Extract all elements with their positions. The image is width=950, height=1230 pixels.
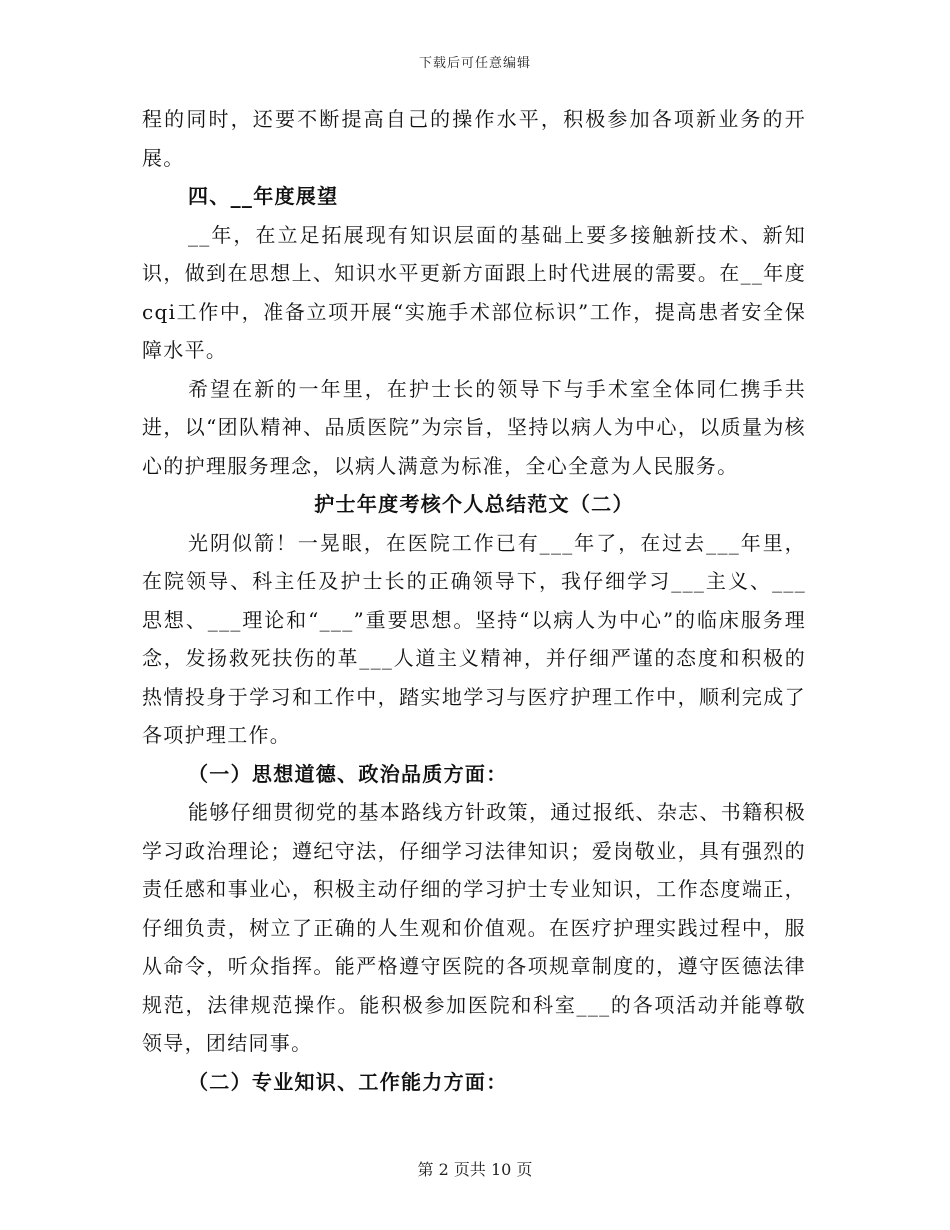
document-body (142, 100, 806, 1101)
paragraph-ideology: 能够仔细贯彻党的基本路线方针政策，通过报纸、杂志、书籍积极学习政治理论；遵纪守法，仔细学习法律知识；爱岗敬业，具有强烈的责任感和事业心，积极主动仔细的学习护士专业知识，工作态度端正，仔细负责，树立了正确的人生观和价值观。在医疗护理实践过程中，服从命令，听众指挥。能严格遵守医院的各项规章制度的，遵守医德法律规范，法律规范操作。能积极参加医院和科室___的各项活动并能尊敬领导，团结同事。 (142, 800, 806, 1055)
page-footer: 第 2 页共 10 页 (417, 1160, 533, 1179)
page-header: 下载后可任意编辑 (418, 56, 531, 71)
paragraph-hope: 希望在新的一年里，在护士长的领导下与手术室全体同仁携手共进，以“团队精神、品质医院”为宗旨，坚持以病人为中心，以质量为核心的护理服务理念，以病人满意为标准，全心全意为人民服务。 (142, 376, 806, 478)
paragraph-intro: 光阴似箭！一晃眼，在医院工作已有___年了，在过去___年里，在院领导、科主任及护士长的正确领导下，我仔细学习___主义、___思想、___理论和“___”重要思想。坚持“以病人为中心”的临床服务理念，发扬救死扶伤的革___人道主义精神，并仔细严谨的态度和积极的热情投身于学习和工作中，踏实地学习与医疗护理工作中，顺利完成了各项护理工作。 (142, 530, 806, 747)
paragraph-continuation: 程的同时，还要不断提高自己的操作水平，积极参加各项新业务的开展。 (142, 107, 806, 170)
section-heading-outlook: 四、__年度展望 (188, 184, 339, 208)
section-heading-professional: （二）专业知识、工作能力方面： (188, 1069, 508, 1094)
paragraph-outlook: __年，在立足拓展现有知识层面的基础上要多接触新技术、新知识，做到在思想上、知识水平更新方面跟上时代进展的需要。在__年度cqi工作中，准备立项开展“实施手术部位标识”工作，提高患者安全保障水平。 (142, 222, 806, 362)
document-title: 护士年度考核个人总结范文（二） (314, 492, 634, 516)
section-heading-ideology: （一）思想道德、政治品质方面： (188, 761, 508, 786)
